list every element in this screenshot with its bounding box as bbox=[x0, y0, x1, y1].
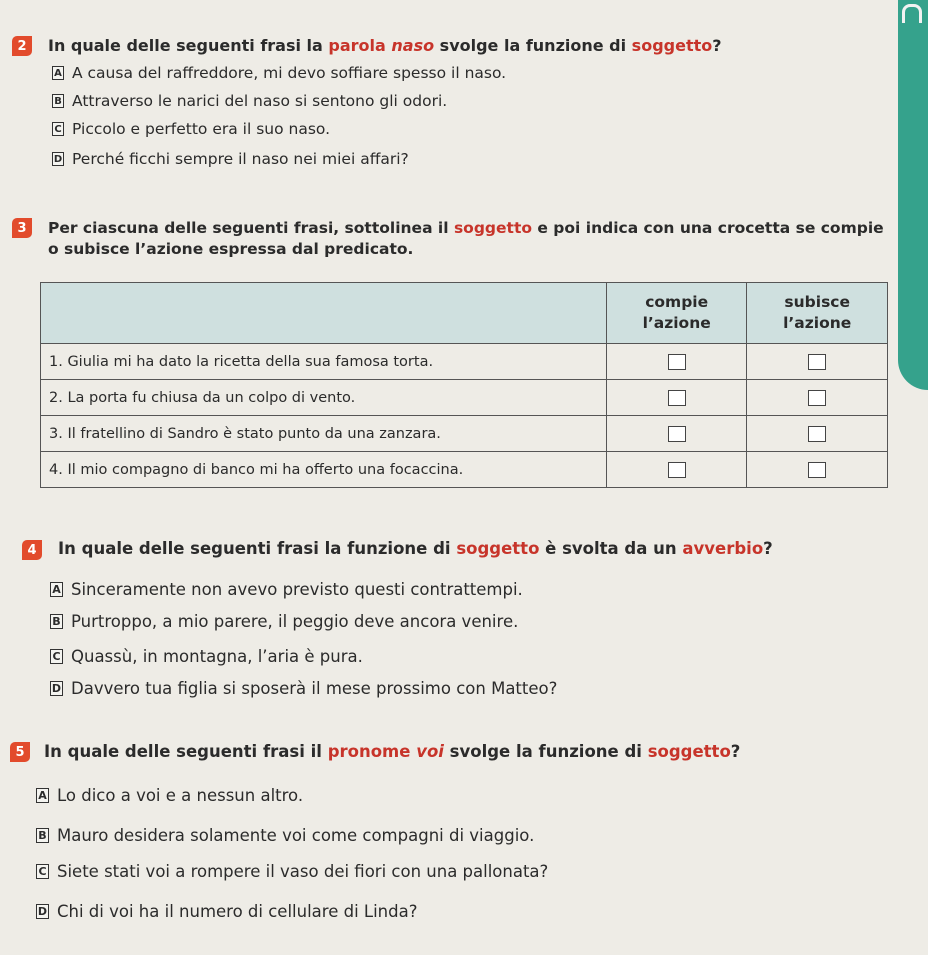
ex5-option-b[interactable]: B Mauro desidera solamente voi come compagni di viaggio. bbox=[36, 826, 534, 845]
exercise-3-number: 3 bbox=[12, 218, 32, 238]
exercise-5-question: In quale delle seguenti frasi il pronome voi svolge la funzione di soggetto? bbox=[44, 742, 741, 761]
exercise-2-question: In quale delle seguenti frasi la parola naso svolge la funzione di soggetto? bbox=[48, 36, 722, 55]
table-row bbox=[41, 344, 888, 380]
compie-checkbox[interactable] bbox=[668, 426, 686, 442]
subisce-checkbox[interactable] bbox=[808, 354, 826, 370]
exercise-4-question: In quale delle seguenti frasi la funzione di soggetto è svolta da un avverbio? bbox=[58, 539, 773, 558]
sentence-cell: 4. Il mio compagno di banco mi ha offerto una focaccina. bbox=[41, 452, 607, 488]
exercise-2-number: 2 bbox=[12, 36, 32, 56]
ex4-option-b[interactable]: B Purtroppo, a mio parere, il peggio deve ancora venire. bbox=[50, 612, 518, 631]
subisce-checkbox[interactable] bbox=[808, 390, 826, 406]
subisce-checkbox[interactable] bbox=[808, 462, 826, 478]
sentence-cell: 3. Il fratellino di Sandro è stato punto da una zanzara. bbox=[41, 416, 607, 452]
ex2-option-a[interactable]: A A causa del raffreddore, mi devo soffiare spesso il naso. bbox=[52, 64, 506, 82]
ex5-option-d[interactable]: D Chi di voi ha il numero di cellulare di Linda? bbox=[37, 902, 418, 921]
sentence-cell: 1. Giulia mi ha dato la ricetta della sua famosa torta. bbox=[41, 344, 607, 380]
exercise-3-instructions: Per ciascuna delle seguenti frasi, sottolinea il soggetto e poi indica con una crocetta se compie o subisce l’azione espressa dal predicato. bbox=[48, 219, 884, 258]
table-row bbox=[41, 380, 888, 416]
compie-checkbox[interactable] bbox=[668, 390, 686, 406]
compie-checkbox[interactable] bbox=[668, 354, 686, 370]
headphones-icon bbox=[902, 4, 922, 23]
table-row bbox=[41, 452, 888, 488]
sentence-cell: 2. La porta fu chiusa da un colpo di vento. bbox=[41, 380, 607, 416]
table-header-blank bbox=[41, 283, 607, 344]
ex5-option-c[interactable]: C Siete stati voi a rompere il vaso dei fiori con una pallonata? bbox=[36, 862, 548, 881]
ex4-option-c[interactable]: C Quassù, in montagna, l’aria è pura. bbox=[50, 647, 363, 666]
ex2-option-b[interactable]: B Attraverso le narici del naso si sentono gli odori. bbox=[52, 92, 447, 110]
table-row bbox=[41, 416, 888, 452]
subject-action-table bbox=[40, 282, 888, 488]
exercise-5-number: 5 bbox=[10, 742, 30, 762]
ex2-option-d[interactable]: D Perché ficchi sempre il naso nei miei affari? bbox=[53, 150, 409, 168]
ex4-option-a[interactable]: A Sinceramente non avevo previsto questi contrattempi. bbox=[50, 580, 523, 599]
column-header-compie: compie l’azione bbox=[606, 283, 747, 344]
ex4-option-d[interactable]: D Davvero tua figlia si sposerà il mese prossimo con Matteo? bbox=[51, 679, 558, 698]
exercise-4-number: 4 bbox=[22, 540, 42, 560]
ex2-option-c[interactable]: C Piccolo e perfetto era il suo naso. bbox=[52, 120, 330, 138]
compie-checkbox[interactable] bbox=[668, 462, 686, 478]
subisce-checkbox[interactable] bbox=[808, 426, 826, 442]
ex5-option-a[interactable]: A Lo dico a voi e a nessun altro. bbox=[36, 786, 303, 805]
column-header-subisce: subisce l’azione bbox=[747, 283, 888, 344]
side-tab bbox=[898, 0, 928, 390]
